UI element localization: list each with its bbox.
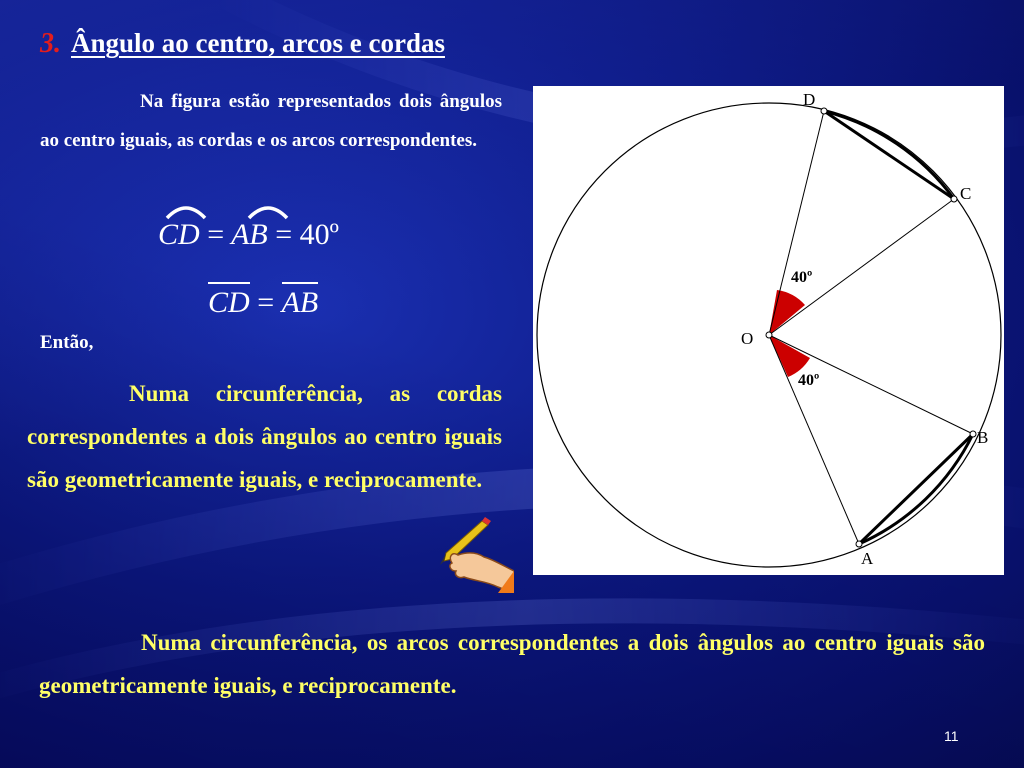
angle-label-bottom: 40º xyxy=(798,372,820,389)
angle-sector-bottom xyxy=(769,335,810,377)
angle-value: 40º xyxy=(299,218,339,251)
circle-diagram xyxy=(533,86,1004,575)
arc-ab: AB xyxy=(231,218,268,251)
label-o: O xyxy=(741,329,754,348)
chord-equality-formula xyxy=(208,282,318,320)
arc-equality-formula xyxy=(158,218,339,252)
circle-figure xyxy=(533,86,1004,575)
chord-ba xyxy=(859,434,973,544)
arc-symbol-icon xyxy=(163,204,209,220)
title-text: Ângulo ao centro, arcos e cordas xyxy=(71,28,445,58)
point-a xyxy=(856,541,862,547)
point-d xyxy=(821,108,827,114)
radius-oa xyxy=(769,335,859,544)
equals-sign: = xyxy=(207,218,225,251)
radius-oc xyxy=(769,199,954,335)
equals-sign: = xyxy=(275,218,293,251)
angle-label-top: 40º xyxy=(791,269,813,286)
hand-pencil-icon xyxy=(428,515,514,593)
section-number: 3. xyxy=(40,28,61,59)
page-number: 11 xyxy=(944,728,959,744)
point-o xyxy=(766,332,772,338)
arc-symbol-icon xyxy=(245,204,291,220)
point-b xyxy=(970,431,976,437)
label-d: D xyxy=(803,90,816,109)
label-b: B xyxy=(977,428,989,447)
chord-cd: CD xyxy=(208,282,250,318)
chords-theorem: Numa circunferência, as cordas correspondentes a dois ângulos ao centro iguais são geometricamente iguais, e reciprocamente. xyxy=(27,381,502,492)
label-a: A xyxy=(861,549,874,568)
chord-dc xyxy=(824,111,954,199)
label-c: C xyxy=(960,184,972,203)
slide-title xyxy=(40,28,445,60)
chord-ab: AB xyxy=(282,282,319,318)
point-c xyxy=(951,196,957,202)
then-label: Então, xyxy=(40,332,94,353)
arc-cd: CD xyxy=(158,218,200,251)
intro-paragraph: Na figura estão representados dois ângulos ao centro iguais, as cordas e os arcos correspondentes. xyxy=(40,91,502,151)
equals-sign: = xyxy=(257,286,275,319)
arcs-theorem: Numa circunferência, os arcos correspondentes a dois ângulos ao centro iguais são geometricamente iguais, e reciprocamente. xyxy=(39,630,985,698)
